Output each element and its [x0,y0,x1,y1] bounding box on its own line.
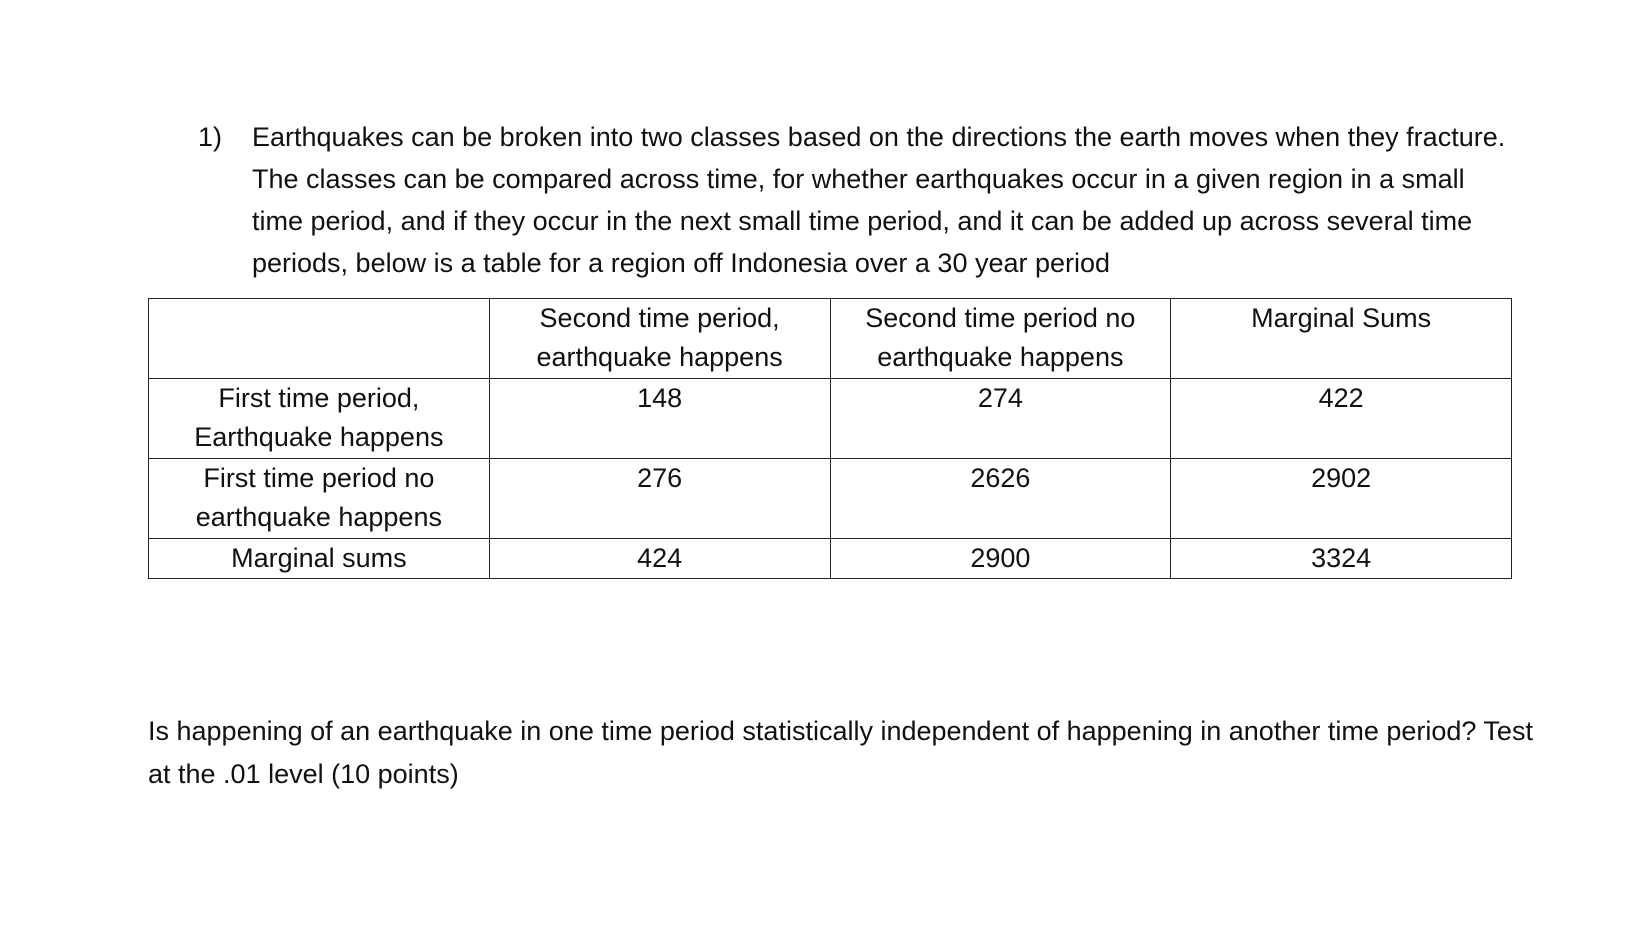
table-header-cell: Second time period, earthquake happens [489,299,830,379]
table-row [149,539,1512,579]
contingency-table [148,298,1512,579]
row-label-cell: Marginal sums [149,539,490,579]
table-row [149,379,1512,459]
table-cell: 276 [489,459,830,539]
table-header-cell: Second time period no earthquake happens [830,299,1171,379]
follow-up-question: Is happening of an earthquake in one time period statistically independent of happening in another time period? Test at the .01 level (10 points) [148,716,1533,789]
table-cell: 424 [489,539,830,579]
table-cell: 2900 [830,539,1171,579]
table-cell: 274 [830,379,1171,459]
table-header-row [149,299,1512,379]
question-text: Earthquakes can be broken into two classes based on the directions the earth moves when they fracture. The classes can be compared across time, for whether earthquakes occur in a given region in a small time period, and if they occur in the next small time period, and it can be added up across several time periods, below is a table for a region off Indonesia over a 30 year period [252,122,1506,278]
table-row [149,459,1512,539]
row-label-cell: First time period, Earthquake happens [149,379,490,459]
row-label-cell: First time period no earthquake happens [149,459,490,539]
table-cell: 3324 [1171,539,1512,579]
table-cell: 422 [1171,379,1512,459]
table-cell: 148 [489,379,830,459]
table-cell: 2902 [1171,459,1512,539]
table-cell: 2626 [830,459,1171,539]
table-header-cell [149,299,490,379]
table-header-cell: Marginal Sums [1171,299,1512,379]
question-number: 1) [198,122,223,152]
